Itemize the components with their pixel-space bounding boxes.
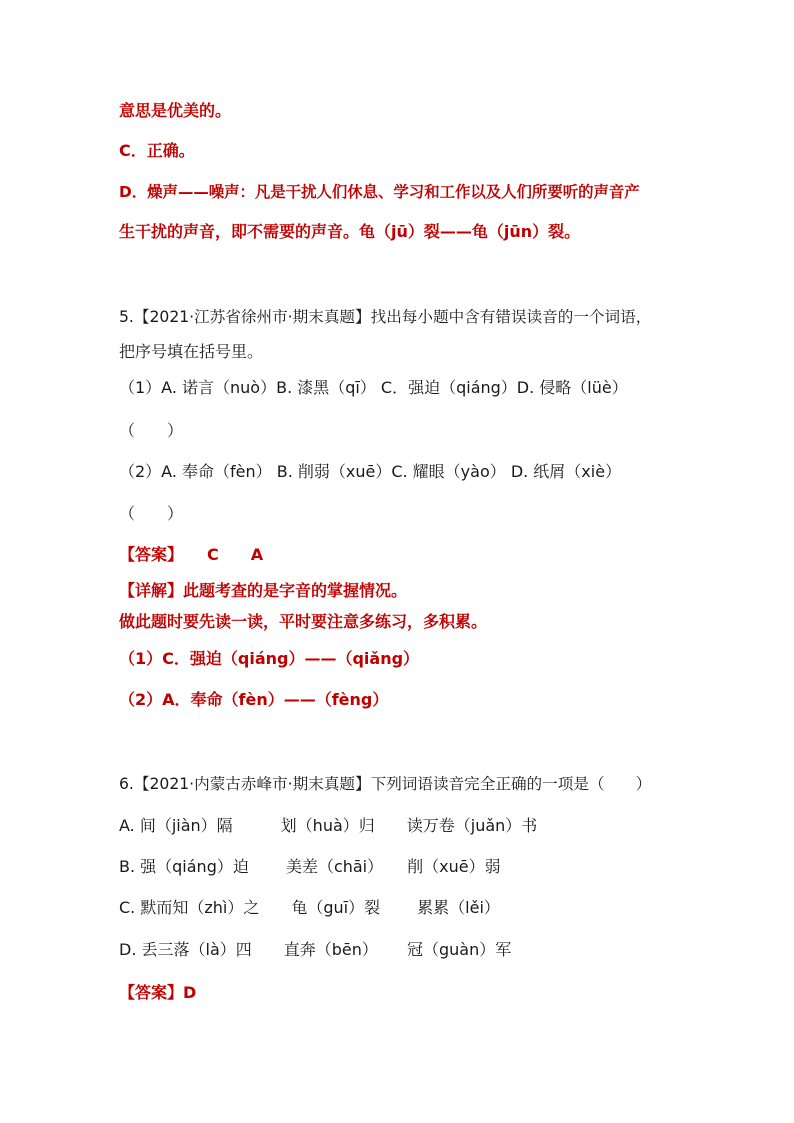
question-5-item-1: （1）A. 诺言（nuò）B. 漆黑（qī） C．强迫（qiáng）D. 侵略（lüè） [119,378,628,397]
answer-explanation-line: D．燥声——噪声：凡是干扰人们休息、学习和工作以及人们所要听的声音产 [119,183,640,201]
detail-label: 【详解】 [119,581,184,600]
answer-value: D [183,983,197,1002]
question-6-title: 6.【2021·内蒙古赤峰市·期末真题】下列词语读音完全正确的一项是（ ） [119,775,652,793]
answer-value: C A [175,545,264,564]
answer-label: 【答案】 [119,983,184,1002]
option-c: C. 默而知（zhì）之 龟（guī）裂 累累（lěi） [119,898,500,917]
question-5-title: 5.【2021·江苏省徐州市·期末真题】找出每小题中含有错误读音的一个词语， [119,308,652,326]
answer-explanation-line: 生干扰的声音，即不需要的声音。龟（jū）裂——龟（jūn）裂。 [119,222,581,241]
answer-blank: （ ） [119,504,184,523]
answer-blank: （ ） [119,421,184,440]
answer-explanation-line: 意思是优美的。 [119,101,232,120]
option-b: B. 强（qiáng）迫 美差（chāi） 削（xuē）弱 [119,857,501,876]
detail-text-line: 做此题时要先读一读，平时要注意多练习，多积累。 [119,612,488,631]
answer-row [119,544,263,566]
detail-row [119,580,407,602]
answer-explanation-line: C．正确。 [119,141,195,160]
question-5-item-2: （2）A. 奉命（fèn） B. 削弱（xuē）C. 耀眼（yào） D. 纸屑（xiè） [119,462,622,481]
question-5-title-cont: 把序号填在括号里。 [119,342,264,361]
answer-row [119,982,196,1004]
correction-line: （2）A．奉命（fèn）——（fèng） [119,690,389,709]
option-d: D. 丢三落（là）四 直奔（bēn） 冠（guàn）军 [119,940,512,959]
answer-label: 【答案】 [119,545,176,564]
detail-text: 此题考查的是字音的掌握情况。 [183,581,408,600]
correction-line: （1）C．强迫（qiáng）——（qiǎng） [119,649,420,668]
option-a: A. 间（jiàn）隔 划（huà）归 读万卷（juǎn）书 [119,816,538,835]
